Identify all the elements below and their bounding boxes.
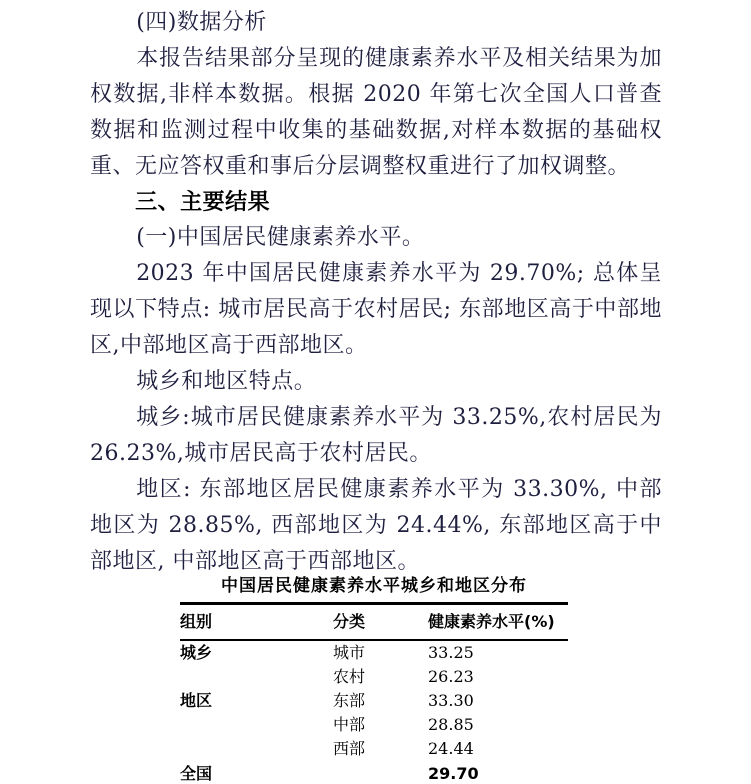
table-cell-category: 中部	[333, 715, 366, 734]
table-row	[180, 640, 568, 665]
table-title: 中国居民健康素养水平城乡和地区分布	[221, 576, 527, 596]
table-row	[180, 737, 568, 761]
table-cell-group: 地区	[180, 691, 213, 710]
table-cell-group: 全国	[180, 764, 213, 783]
table-cell-group	[180, 665, 333, 689]
paragraph-2023-level: 2023 年中国居民健康素养水平为 29.70%; 总体呈现以下特点: 城市居民高于农村居民; 东部地区高于中部地区,中部地区高于西部地区。	[90, 261, 662, 359]
table-row	[180, 665, 568, 689]
table-cell-category: 农村	[333, 667, 366, 686]
table-cell-value: 28.85	[428, 715, 474, 734]
subsection-heading-data-analysis: (四)数据分析	[136, 10, 267, 35]
table-cell-value: 26.23	[428, 667, 474, 686]
table-row	[180, 713, 568, 737]
table-cell-group	[180, 713, 333, 737]
paragraph-weighting-method: 本报告结果部分呈现的健康素养水平及相关结果为加权数据,非样本数据。根据 2020 年第七次全国人口普查数据和监测过程中收集的基础数据,对样本数据的基础权重、无应答权重和事后分层调整权重进行了加权调整。	[90, 45, 662, 179]
table-cell-group: 城乡	[180, 643, 213, 662]
table-cell-value: 33.25	[428, 643, 474, 662]
table-cell-category: 城市	[333, 643, 366, 662]
literacy-distribution-table	[180, 602, 568, 784]
table-cell-group	[180, 737, 333, 761]
table-cell-category: 东部	[333, 691, 366, 710]
subsection-heading-literacy-level: (一)中国居民健康素养水平。	[136, 225, 425, 251]
table-cell-value: 29.70	[428, 764, 479, 783]
section-heading-main-results: 三、主要结果	[135, 189, 271, 215]
paragraph-urban-rural-region-intro: 城乡和地区特点。	[136, 369, 317, 395]
header-literacy-level: 健康素养水平(%)	[428, 604, 568, 641]
header-category: 分类	[333, 604, 428, 641]
table-cell-category	[333, 761, 428, 784]
table-cell-value: 24.44	[428, 739, 474, 758]
table-row	[180, 689, 568, 713]
table-cell-category: 西部	[333, 739, 366, 758]
paragraph-urban-rural: 城乡:城市居民健康素养水平为 33.25%,农村居民为 26.23%,城市居民高于农村居民。	[90, 404, 662, 466]
paragraph-region: 地区: 东部地区居民健康素养水平为 33.30%, 中部地区为 28.85%, 西部地区为 24.44%, 东部地区高于中部地区, 中部地区高于西部地区。	[90, 476, 662, 574]
distribution-table-section	[180, 575, 568, 784]
table-cell-value: 33.30	[428, 691, 474, 710]
table-row-total	[180, 761, 568, 784]
header-group: 组别	[180, 604, 333, 641]
table-header-row	[180, 604, 568, 641]
